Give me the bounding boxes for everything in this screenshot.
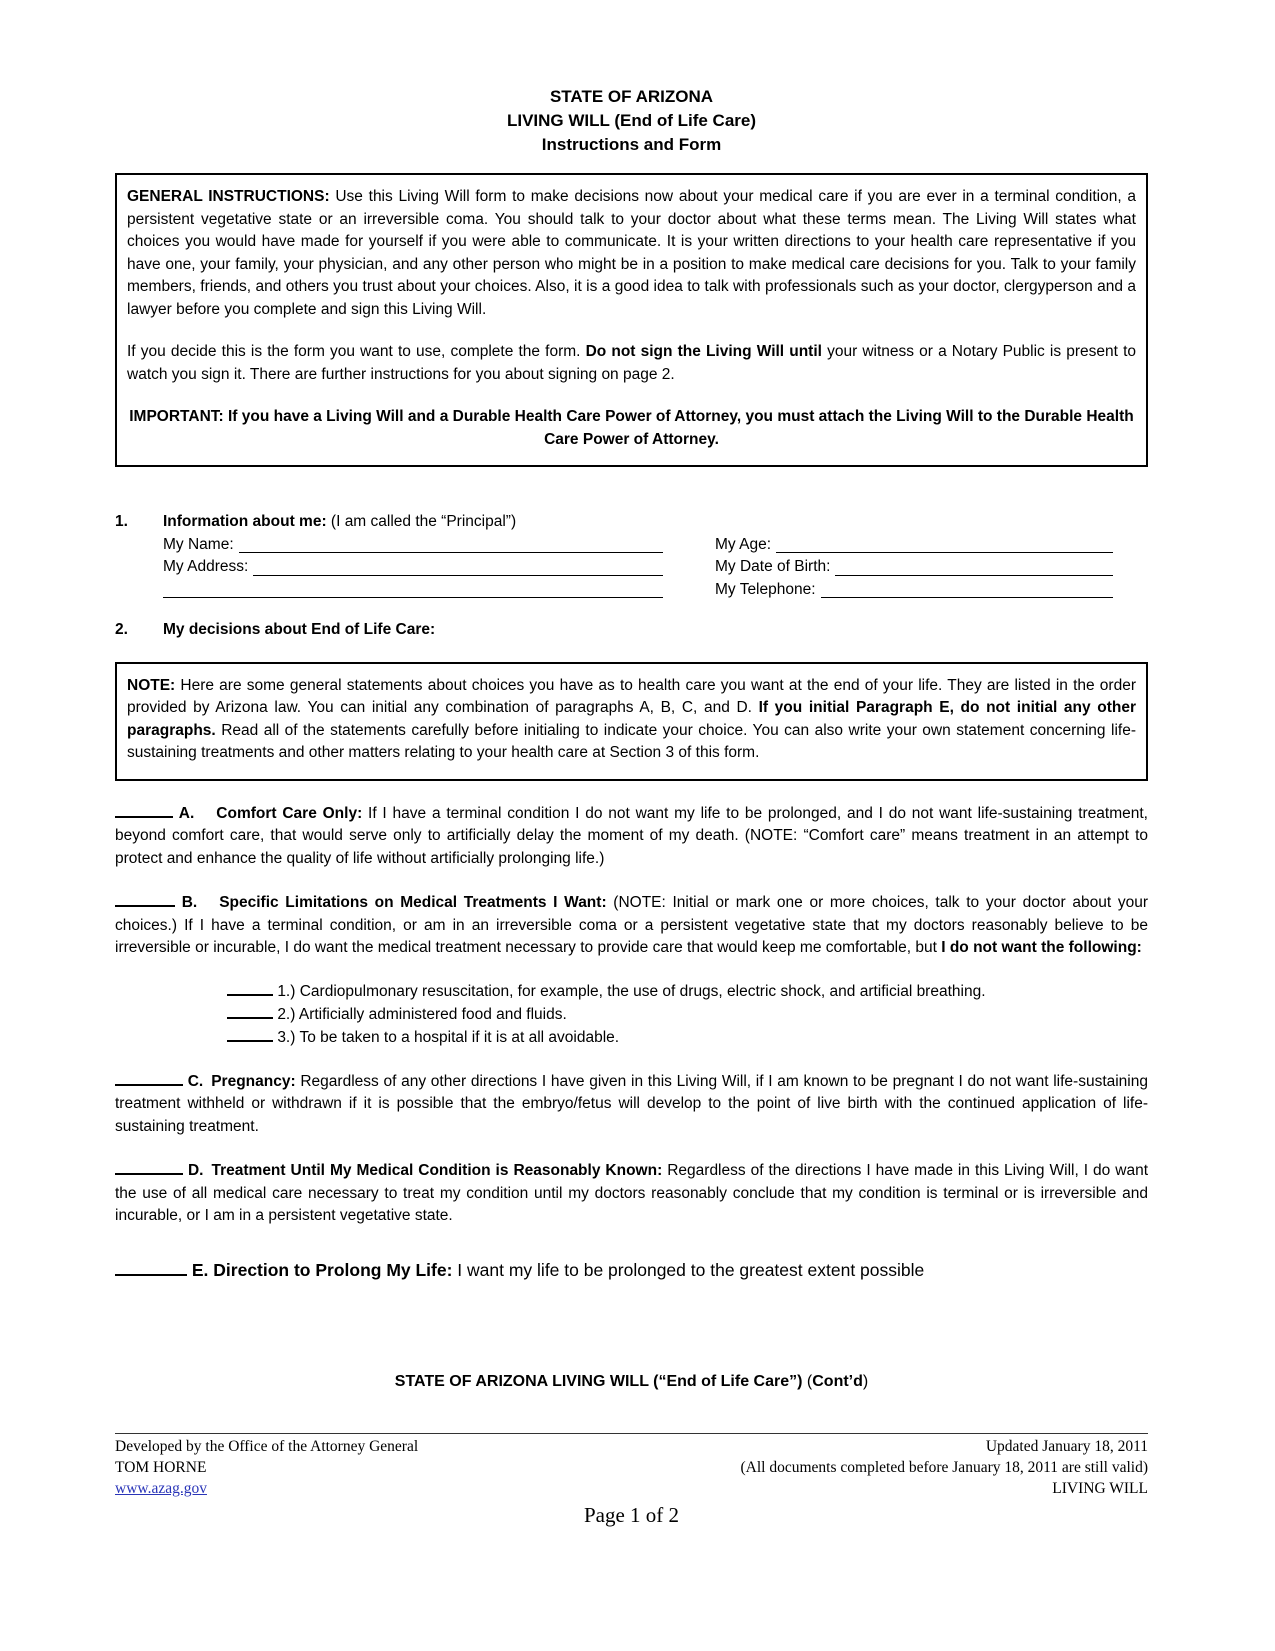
dob-label: My Date of Birth: — [715, 558, 831, 575]
note-paragraph — [127, 675, 1136, 765]
section-1-heading — [115, 511, 1148, 534]
general-instructions-box — [115, 173, 1148, 467]
initial-blank-c — [115, 1084, 183, 1086]
section-1-title-rest: (I am called the “Principal”) — [326, 513, 517, 530]
continuation-heading-main: STATE OF ARIZONA LIVING WILL (“End of Life Care”) — [394, 1372, 807, 1390]
paragraph-b — [115, 892, 1148, 960]
section-2-heading — [115, 619, 1148, 642]
continuation-contd: Cont’d — [812, 1372, 863, 1390]
paragraph-d-body: Regardless of the directions I have made in this Living Will, I do want the use of all medical care necessary to treat my condition until my doctors reasonably conclude that my condition is terminal or is irreversible and incurable, or I am in a persistent vegetative state. — [115, 1162, 1148, 1224]
initial-blank-d — [115, 1173, 183, 1175]
paragraph-c — [115, 1071, 1148, 1139]
footer-row-2 — [115, 1457, 1148, 1478]
paragraph-a-body: If I have a terminal condition I do not want my life to be prolonged, and I do not want life-sustaining treatment, beyond comfort care, that would serve only to artificially delay the moment of my death. (NOTE: “Comfort care” means treatment in an attempt to protect and enhance the quality of life without artificially prolonging life.) — [115, 804, 1148, 867]
paragraph-c-body: Regardless of any other directions I have given in this Living Will, if I am known to be pregnant I do not want life-sustaining treatment withheld or withdrawn if it is possible that the embryo/fetus will develop to the point of live birth with the continued application of life-sustaining treatment. — [115, 1072, 1148, 1135]
general-instructions-text: Use this Living Will form to make decisions now about your medical care if you are ever in a terminal condition, a persistent vegetative state or an irreversible coma. You should talk to your doctor about what these terms mean. The Living Will states what choices you would have made for yourself if you were able to communicate. It is your written directions to your health care representative if you have one, your family, your physician, and any other person who might be in a position to make medical care decisions for you. Talk to your family members, friends, and others you trust about your choices. Also, it is a good idea to talk with professionals such as your doctor, clergyperson and a lawyer before you complete and sign this Living Will. — [127, 188, 1136, 318]
title-line-instructions: Instructions and Form — [541, 135, 722, 154]
living-will-label: LIVING WILL — [1052, 1480, 1148, 1497]
note-label: NOTE: — [127, 676, 176, 694]
paragraph-b-body-bold: I do not want the following: — [941, 939, 1142, 956]
footer-row-1 — [115, 1436, 1148, 1457]
initial-blank-b1 — [227, 994, 273, 996]
sign-instructions-post: your witness or a Notary Public is present to watch you sign it. There are further instructions for you about signing on page 2. — [127, 343, 1136, 383]
note-text-bold: If you initial Paragraph E, do not initial any other paragraphs. — [127, 699, 1136, 739]
address-blank-line-2 — [163, 597, 663, 598]
general-instructions-label: GENERAL INSTRUCTIONS: — [127, 188, 330, 205]
paragraph-a-title: Comfort Care Only: — [216, 804, 363, 822]
b-item-3-number: 3.) — [277, 1028, 296, 1046]
general-instructions-paragraph — [127, 186, 1136, 321]
section-1-title — [163, 511, 516, 534]
updated-date-text: Updated January 18, 2011 — [985, 1438, 1148, 1455]
age-label: My Age: — [715, 535, 771, 553]
initial-blank-b2 — [227, 1017, 273, 1019]
paragraph-e — [115, 1258, 1148, 1283]
principal-info-fields — [115, 534, 1148, 602]
b-item-1-number: 1.) — [277, 982, 296, 1000]
section-1 — [115, 511, 1148, 601]
telephone-label: My Telephone: — [715, 580, 816, 598]
initial-blank-e — [115, 1274, 187, 1276]
age-blank-line — [776, 552, 1113, 553]
principal-info-right-column — [715, 534, 1113, 602]
paragraph-a — [115, 803, 1148, 871]
continuation-heading — [115, 1371, 1148, 1394]
paragraph-e-body: I want my life to be prolonged to the greatest extent possible — [452, 1259, 925, 1280]
document-title — [115, 85, 1148, 157]
continuation-paren-close: ) — [862, 1372, 869, 1390]
paragraph-e-title: E. Direction to Prolong My Life: — [191, 1259, 453, 1280]
section-2-number: 2. — [115, 621, 128, 638]
b-item-2-number: 2.) — [277, 1005, 296, 1023]
b-item-2 — [227, 1003, 1148, 1026]
important-notice-text: IMPORTANT: If you have a Living Will and a Durable Health Care Power of Attorney, you must attach the Living Will to the Durable Health Care Power of Attorney. — [129, 408, 1134, 448]
page-number: Page 1 of 2 — [583, 1503, 680, 1527]
footer-row-3 — [115, 1478, 1148, 1499]
name-field-row — [163, 534, 663, 557]
dob-blank-line — [835, 575, 1113, 576]
paragraph-d — [115, 1160, 1148, 1228]
paragraph-d-letter: D. — [187, 1162, 204, 1179]
important-notice — [127, 406, 1136, 451]
paragraph-b-items — [227, 980, 1148, 1049]
address-continuation-row — [163, 579, 663, 602]
principal-info-left-column — [163, 534, 663, 602]
attorney-general-name: TOM HORNE — [115, 1459, 207, 1476]
address-label: My Address: — [163, 558, 249, 575]
age-field-row — [715, 534, 1113, 557]
b-item-1-text: Cardiopulmonary resuscitation, for example, the use of drugs, electric shock, and artificial breathing. — [299, 982, 986, 1000]
b-item-1 — [227, 980, 1148, 1003]
note-text-post: Read all of the statements carefully before initialing to indicate your choice. You can also write your own statement concerning life-sustaining treatments and other matters relating to your health care at Section 3 of this form. — [127, 721, 1136, 761]
sign-instructions-pre: If you decide this is the form you want to use, complete the form. — [127, 343, 586, 360]
paragraph-a-letter: A. — [178, 804, 195, 822]
b-item-3-text: To be taken to a hospital if it is at all avoidable. — [299, 1028, 620, 1046]
note-box — [115, 662, 1148, 781]
b-item-2-text: Artificially administered food and fluids. — [298, 1005, 567, 1023]
page-footer — [115, 1433, 1148, 1499]
address-blank-line — [253, 575, 663, 576]
paragraph-b-body: (NOTE: Initial or mark one or more choices, talk to your doctor about your choices.) If I have a terminal condition, or am in an irreversible coma or a persistent vegetative state that my doctors reasonably believe to be irreversible or incurable, I do want the medical treatment necessary to provide care that would keep me comfortable, but — [115, 894, 1149, 956]
paragraph-c-title: Pregnancy: — [211, 1072, 296, 1090]
b-item-3 — [227, 1026, 1148, 1049]
sign-instructions-bold: Do not sign the Living Will until — [585, 343, 822, 360]
name-label: My Name: — [163, 535, 234, 553]
section-1-number: 1. — [115, 513, 128, 530]
section-1-title-bold: Information about me: — [163, 513, 327, 530]
name-blank-line — [239, 552, 663, 553]
section-2-title: My decisions about End of Life Care: — [163, 621, 436, 638]
azag-link[interactable]: www.azag.gov — [115, 1480, 207, 1497]
developed-by-text: Developed by the Office of the Attorney General — [115, 1438, 419, 1455]
paragraph-b-title: Specific Limitations on Medical Treatments I Want: — [219, 894, 607, 911]
title-line-state: STATE OF ARIZONA — [549, 87, 714, 106]
telephone-blank-line — [821, 597, 1113, 598]
note-text-pre: Here are some general statements about choices you have as to health care you want at the end of your life. They are listed in the order provided by Arizona law. You can initial any combination of paragraphs A, B, C, and D. — [127, 676, 1136, 716]
paragraph-b-letter: B. — [181, 894, 198, 911]
initial-blank-b — [115, 905, 175, 907]
paragraph-d-title: Treatment Until My Medical Condition is Reasonably Known: — [211, 1162, 663, 1179]
initial-blank-b3 — [227, 1040, 273, 1042]
initial-blank-a — [115, 816, 173, 818]
validity-note-text: (All documents completed before January 18, 2011 are still valid) — [740, 1459, 1148, 1476]
title-line-living-will: LIVING WILL (End of Life Care) — [506, 111, 756, 130]
dob-field-row — [715, 556, 1113, 579]
sign-instructions-paragraph — [127, 341, 1136, 386]
paragraph-c-letter: C. — [187, 1072, 204, 1090]
telephone-field-row — [715, 579, 1113, 602]
address-field-row — [163, 556, 663, 579]
continuation-paren-open: ( — [806, 1372, 813, 1390]
